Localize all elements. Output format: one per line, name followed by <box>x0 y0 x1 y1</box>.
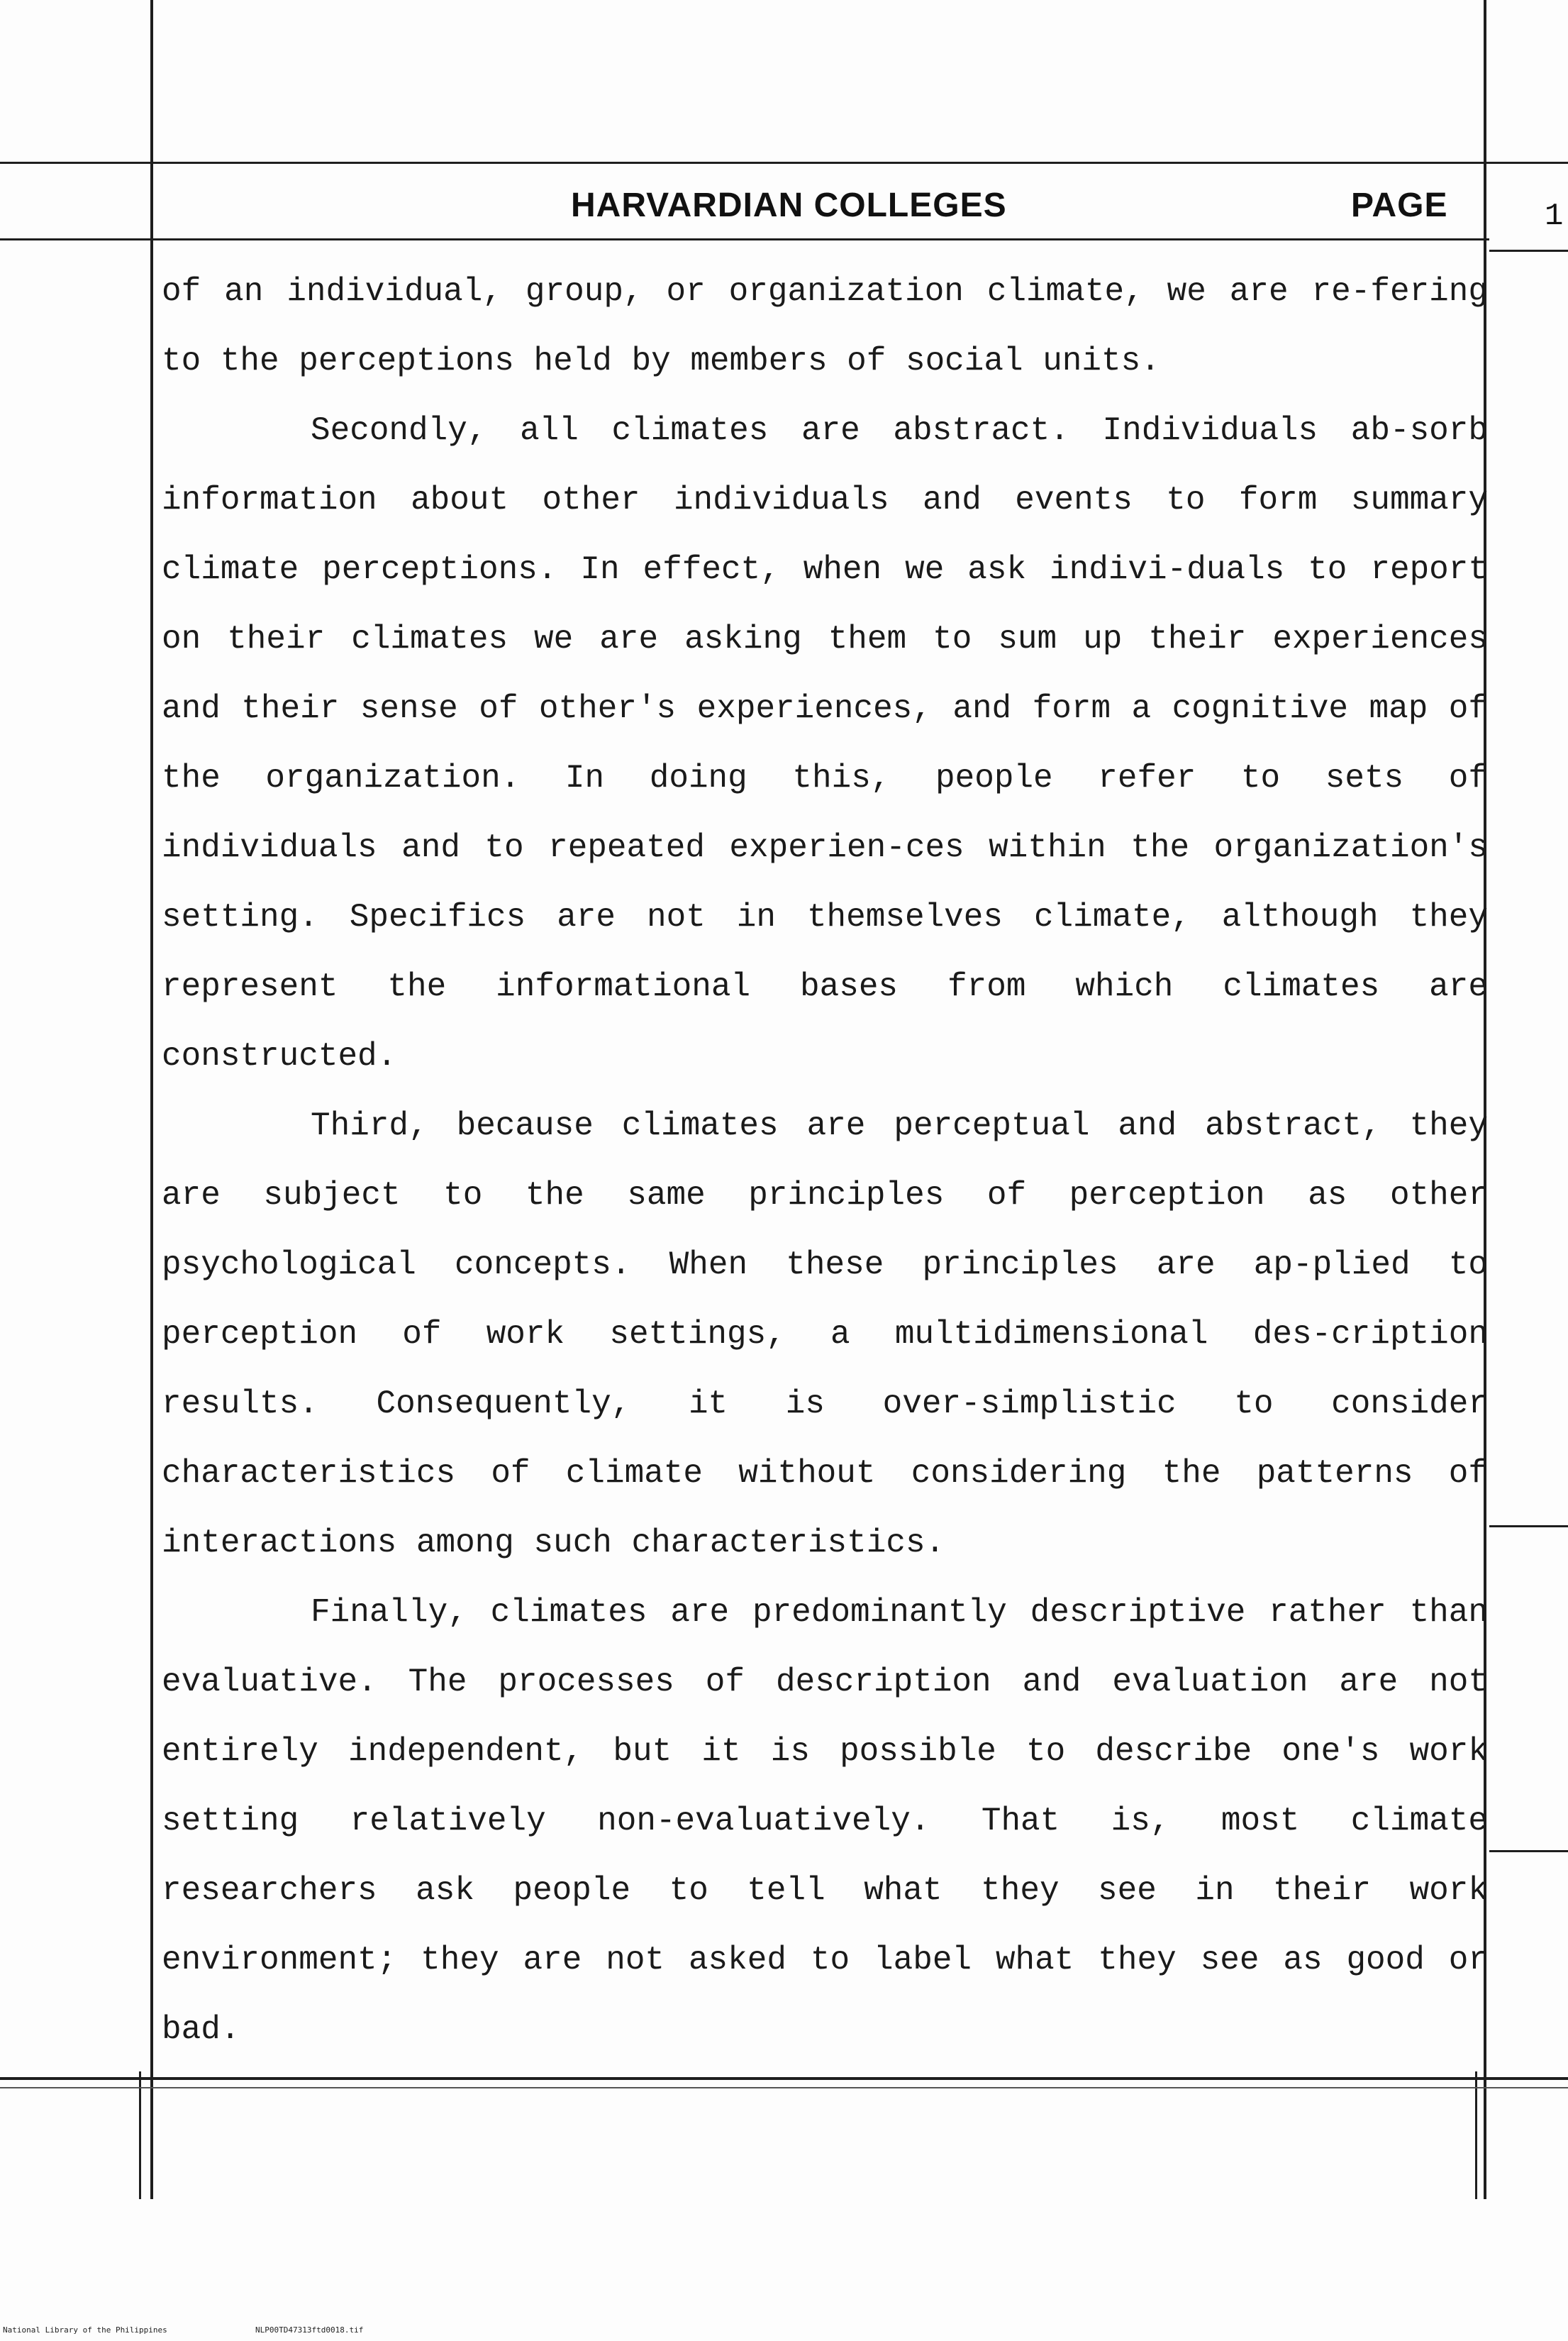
right-tick-rule-a <box>1489 1525 1568 1527</box>
page-title: HARVARDIAN COLLEGES <box>571 187 1007 224</box>
right-tick-rule-b <box>1489 1850 1568 1852</box>
footer-top-rule <box>0 2077 1568 2080</box>
paragraph-third: Third, because climates are perceptual and abstract, they are subject to the same principles of perception as other psychological concepts. When these principles are ap-plied to perception of work settings, a multidimensional des-cription results. Consequently, it is over-simplistic to consider characteristics of climate without considering the patterns of interactions among such characteristics. <box>162 1107 1488 1561</box>
library-credit: National Library of the Philippines <box>3 2325 167 2335</box>
paragraph-finally: Finally, climates are predominantly descriptive rather than evaluative. The processes of description and evaluation are not entirely independent, but it is possible to describe one's work setting relatively non-evaluatively. That is, most climate researchers ask people to tell what they see in their work environment; they are not asked to label what they see as good or bad. <box>162 1594 1488 2048</box>
header-bottom-rule <box>0 238 1489 240</box>
left-margin-rule-lower <box>139 2071 141 2199</box>
scan-filename: NLP00TD47313ftd0018.tif <box>255 2325 364 2335</box>
footer-second-rule <box>0 2087 1568 2088</box>
paragraph-continuation: of an individual, group, or organization climate, we are re-fering to the perceptions held by members of social units. <box>162 273 1488 380</box>
body-text <box>162 257 1488 2064</box>
paragraph-secondly: Secondly, all climates are abstract. Individuals ab-sorb information about other individuals and events to form summary climate perceptions. In effect, when we ask indivi-duals to report on their climates we are asking them to sum up their experiences and their sense of other's experiences, and form a cognitive map of the organization. In doing this, people refer to sets of individuals and to repeated experien-ces within the organization's setting. Specifics are not in themselves climate, although they represent the informational bases from which climates are constructed. <box>162 412 1488 1075</box>
left-margin-rule <box>150 0 153 2199</box>
header-bottom-rule-right <box>1489 250 1568 252</box>
page-number: 1 <box>1545 199 1564 234</box>
header-top-rule <box>0 162 1568 164</box>
right-margin-rule-lower <box>1475 2071 1477 2199</box>
page-label: PAGE <box>1351 187 1448 224</box>
